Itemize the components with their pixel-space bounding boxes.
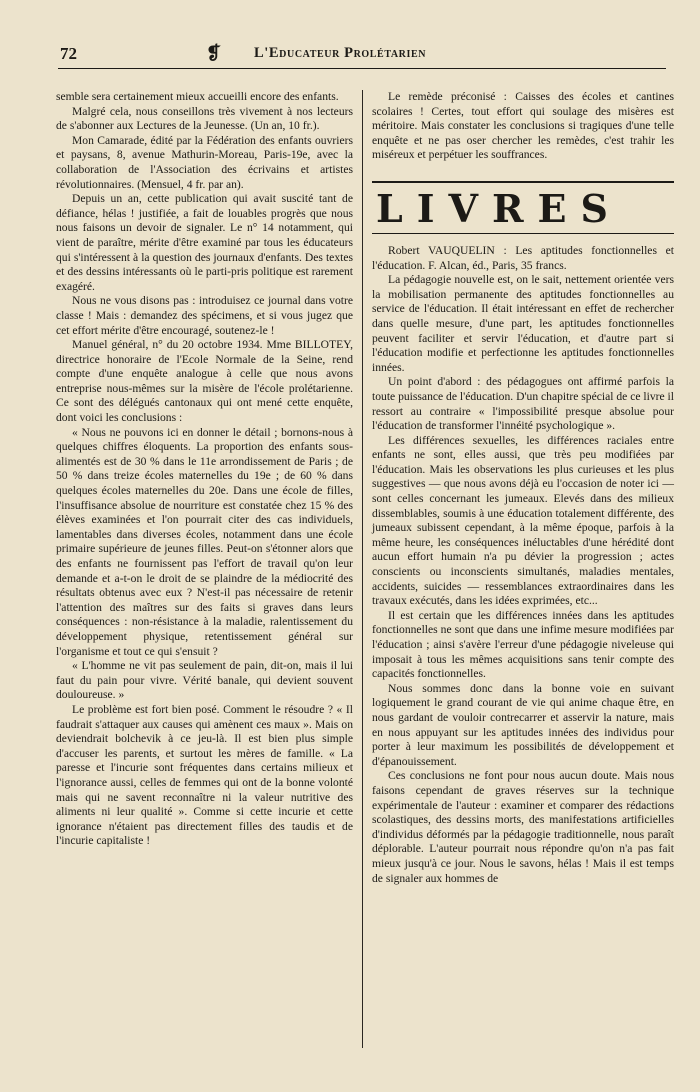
running-header <box>58 42 666 69</box>
journal-title: L'Educateur Prolétarien <box>254 45 427 61</box>
page-number: 72 <box>60 44 77 63</box>
paragraph: Malgré cela, nous conseillons très vivement à nos lecteurs de s'abonner aux Lectures de la Jeunesse. (Un an, 10 fr.). <box>56 104 353 133</box>
section-title: LIVRES <box>376 185 622 231</box>
paragraph: Le problème est fort bien posé. Comment le résoudre ? « Il faudrait s'attaquer aux causes qui amènent ces maux ». Mais on deviendrait bolchevik à ce jeu-là. Il est bien plus simple d'accuser les parents, et surtout les mères de famille. « La paresse et l'incurie sont fréquentes dans certains milieux et l'ignorance aussi, celles de femmes qui ont de la bonne volonté mais qui ne savent reconnaître ni la valeur nutritive des aliments ni leur qualité ». Comme si cette incurie et cette ignorance n'étaient pas directement filles des taudis et de l'incurie capitaliste ! <box>56 702 353 848</box>
paragraph: Mon Camarade, édité par la Fédération des enfants ouvriers et paysans, 8, avenue Mathurin-Moreau, Paris-19e, avec la collaboration de l'Association des écrivains et artistes révolutionnaires. (Mensuel, 4 fr. par an). <box>56 133 353 191</box>
paragraph: semble sera certainement mieux accueilli encore des enfants. <box>56 90 339 103</box>
paragraph: Le remède préconisé : Caisses des écoles et cantines scolaires ! Certes, tout effort qui soulage des misères est méritoire. Mais constater les conclusions si tragiques d'une telle enquête et ne pas oser chercher les remèdes, c'est trahir les miséreux et perpétuer les souffrances. <box>372 90 674 162</box>
section-heading-block <box>372 181 674 234</box>
paragraph: Nous sommes donc dans la bonne voie en suivant logiquement le grand courant de vie qui anime chaque être, en nous gardant de vouloir contrecarrer et asservir la nature, mais en nous appuyant sur les aptitudes innées des individus pour porter à leur maximum les possibilités de développement et d'épanouissement. <box>372 681 674 768</box>
ornament-icon: ❡ <box>206 43 222 63</box>
left-column <box>56 90 353 849</box>
heading-rule <box>372 181 674 183</box>
paragraph: « Nous ne pouvons ici en donner le détail ; bornons-nous à quelques chiffres éloquents. La proportion des enfants sous-alimentés est de 30 % dans le 11e arrondissement de Paris ; de 50 % dans treize écoles maternelles du 19e ; de 60 % dans quelques écoles maternelles du 20e. Dans une école de filles, l'insuffisance absolue de nourriture est constatée chez 15 % des élèves examinées et l'on pourrait citer des cas individuels, lamentables dans diverses écoles, notamment dans une école primaire supérieure de jeunes filles. Peut-on s'étonner alors que des enfants ne fournissent pas l'effort de travail qu'on leur demande et a-t-on le droit de se plaindre de la médiocrité des résultats obtenus avec eux ? N'est-il pas nécessaire de retenir l'attention des maîtres sur des faits si graves dans leurs conséquences : non-résistance à la maladie, ralentissement du développement physique, retentissement général sur l'organisme et tout ce qui s'ensuit ? <box>56 425 353 658</box>
book-citation: Robert VAUQUELIN : Les aptitudes fonctionnelles et l'éducation. F. Alcan, éd., Paris, 35 francs. <box>372 243 674 272</box>
paragraph: Ces conclusions ne font pour nous aucun doute. Mais nous faisons cependant de graves réserves sur la technique expérimentale de l'auteur : examiner et comparer des rédactions scolastiques, des dessins morts, des manifestations artificielles d'individus déformés par la pédagogie traditionnelle, nous paraît déplorable. L'auteur pourrait nous répondre qu'on n'a pas fait mieux jusqu'à ce jour. Nous le savons, hélas ! Mais il est temps de signaler aux hommes de <box>372 769 674 885</box>
paragraph: Un point d'abord : des pédagogues ont affirmé parfois la toute puissance de l'éducation. D'un chapitre spécial de ce livre il ressort au contraire « l'impossibilité presque absolue pour l'éducation de transformer l'innéité psychologique ». <box>372 375 674 433</box>
heading-underline <box>372 233 674 234</box>
column-divider <box>362 90 363 1048</box>
right-column <box>372 90 674 886</box>
paragraph: Manuel général, n° du 20 octobre 1934. Mme BILLOTEY, directrice honoraire de l'Ecole Normale de la Seine, rend compte d'une enquête analogue à celle que nous avons entreprise nous-mêmes sur la misère de l'école prolétarienne. Ce sont des délégués cantonaux qui ont mené cette enquête, dont voici les conclusions : <box>56 338 353 425</box>
paragraph: Depuis un an, cette publication qui avait suscité tant de défiance, hélas ! justifiée, a fait de louables progrès que nous nous faisons un devoir de signaler. Le n° 14 notamment, qui vient de paraître, mérite d'être examiné par tous les éducateurs qui s'intéressent à la question des journaux d'enfants. Des textes et des dessins intéressants où le parti-pris politique est rarement exagéré. <box>56 192 353 293</box>
paragraph: Nous ne vous disons pas : introduisez ce journal dans votre classe ! Mais : demandez des spécimens, et si vous jugez que cet effort mérite d'être encouragé, soutenez-le ! <box>56 294 353 337</box>
paragraph: La pédagogie nouvelle est, on le sait, nettement orientée vers la mobilisation permanente des aptitudes fonctionnelles au service de l'éducation. Il était intéressant en effet de rechercher dans quelle mesure, d'une part, les aptitudes fonctionnelles peuvent faciliter et servir l'éducation, et d'autre part si l'éducation modifie et perfectionne les aptitudes fonctionnelles innées. <box>372 273 674 374</box>
paragraph: Il est certain que les différences innées dans les aptitudes fonctionnelles ne sont que dans une infime mesure modifiées par l'éducation ; ainsi s'avère l'erreur d'une pédagogie niveleuse qui imposait à tous les mêmes acquisitions sans tenir compte des capacités fonctionnelles. <box>372 608 674 681</box>
paragraph: Les différences sexuelles, les différences raciales entre enfants ne sont, elles aussi, que très peu modifiées par l'éducation. Mais les observations les plus curieuses et les plus suggestives — que nous avons déjà eu l'occasion de noter ici — sont celles concernant les jumeaux. Elevés dans des milieux dissemblables, soumis à une éducation totalement différente, des jumeaux subissent cependant, à la même époque, parfois à la même heure, les conséquences inéluctables d'une hérédité dont aucun effort humain n'a pu dévier la progression ; actes conscients ou inconscients simultanés, maladies mentales, accidents, suicides — ressemblances extraordinaires dans les travaux exécutés, dans les idées exprimées, etc... <box>372 433 674 608</box>
paragraph: « L'homme ne vit pas seulement de pain, dit-on, mais il lui faut du pain pour vivre. Vérité banale, qui devient souvent douloureuse. » <box>56 659 353 702</box>
